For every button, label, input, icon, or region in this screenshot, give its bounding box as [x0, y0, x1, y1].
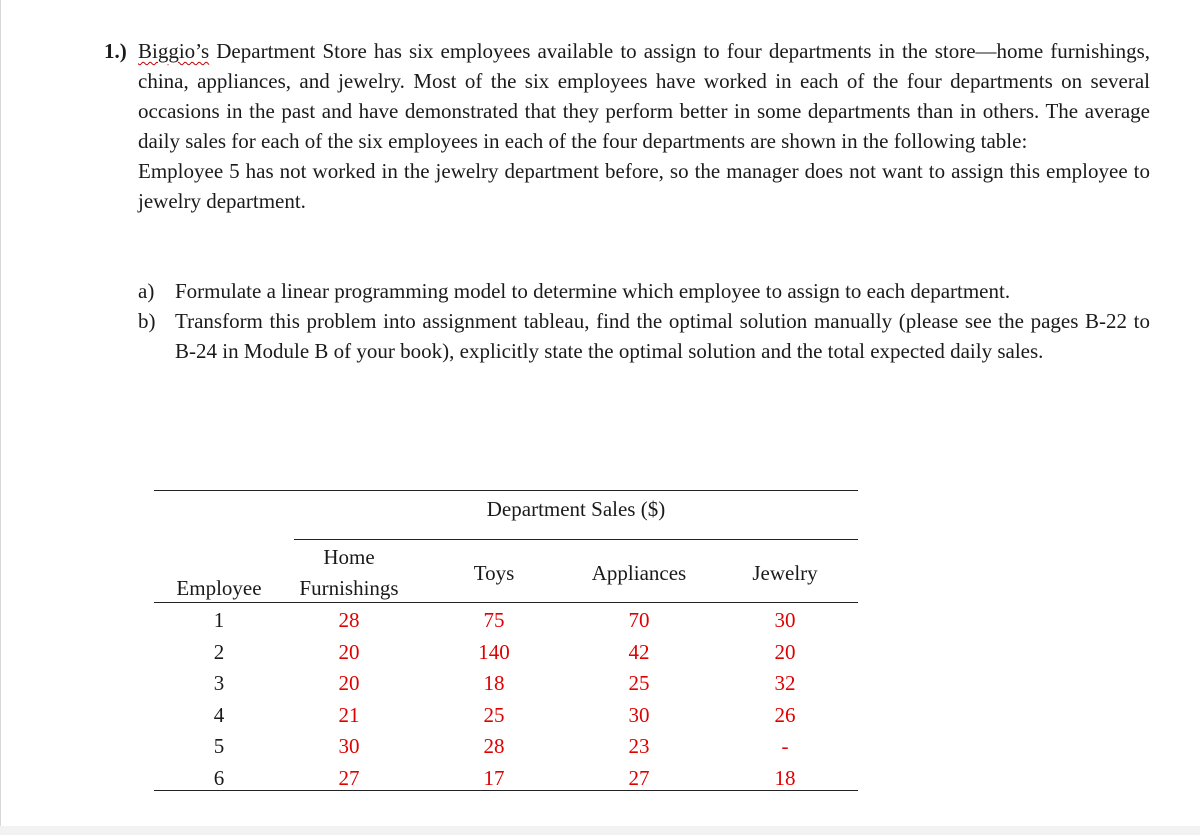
- problem-number: 1.): [104, 39, 127, 63]
- cell-employee: 6: [213, 765, 225, 790]
- cell-home: 20: [338, 639, 360, 664]
- cell-appliances: 30: [628, 702, 650, 727]
- cell-toys: 17: [483, 765, 505, 790]
- cell-toys: 140: [478, 639, 510, 664]
- cell-employee: 3: [213, 671, 225, 695]
- cell-employee: 5: [213, 734, 225, 758]
- problem-parts: [138, 276, 1150, 366]
- cell-employee: 4: [213, 702, 225, 727]
- cell-home: 30: [338, 734, 360, 758]
- part-a-label: a): [138, 279, 155, 303]
- problem-note: Employee 5 has not worked in the jewelry department before, so the manager does not want to assign this employee to jewelry department.: [138, 159, 1150, 213]
- part-a: [138, 276, 1150, 306]
- cell-jewelry: 32: [774, 671, 796, 695]
- header-home-line1: Home: [323, 545, 375, 569]
- header-toys: Toys: [473, 561, 515, 585]
- header-home-line2: Furnishings: [299, 576, 399, 600]
- table-bottom-rule: [154, 790, 858, 791]
- store-name-spellcheck: Biggio’s: [138, 39, 210, 63]
- part-b-label: b): [138, 309, 156, 333]
- part-b: [138, 306, 1150, 366]
- cell-home: 21: [338, 702, 360, 727]
- cell-appliances: 23: [628, 734, 650, 758]
- cell-toys: 28: [483, 734, 505, 758]
- cell-appliances: 42: [628, 639, 650, 664]
- cell-appliances: 25: [628, 671, 650, 695]
- cell-jewelry: 18: [774, 765, 796, 790]
- header-jewelry: Jewelry: [752, 561, 818, 585]
- group-header: Department Sales ($): [486, 497, 666, 521]
- cell-home: 27: [338, 765, 360, 790]
- problem-intro: [138, 36, 1150, 156]
- cell-toys: 75: [483, 608, 505, 632]
- cell-jewelry: 30: [774, 608, 796, 632]
- table-header-rule: [154, 602, 858, 603]
- cell-home: 20: [338, 671, 360, 695]
- problem-statement: [104, 36, 1150, 216]
- cell-jewelry: -: [781, 734, 789, 758]
- cell-jewelry: 20: [774, 639, 796, 664]
- header-appliances: Appliances: [591, 561, 687, 585]
- cell-toys: 25: [483, 702, 505, 727]
- cell-appliances: 70: [628, 608, 650, 632]
- table-group-rule: [294, 539, 858, 540]
- cell-home: 28: [338, 608, 360, 632]
- cell-jewelry: 26: [774, 702, 796, 727]
- header-employee: Employee: [176, 576, 262, 600]
- part-a-text: Formulate a linear programming model to determine which employee to assign to each department.: [175, 279, 1011, 303]
- cell-employee: 2: [213, 639, 225, 664]
- cell-toys: 18: [483, 671, 505, 695]
- table-top-rule: [154, 490, 858, 491]
- cell-employee: 1: [213, 608, 225, 632]
- part-b-text: Transform this problem into assignment tableau, find the optimal solution manually (please see the pages B-22 to B-24 in Module B of your book), explicitly state the optimal solution and the total expected daily sales.: [175, 309, 1150, 363]
- cell-appliances: 27: [628, 765, 650, 790]
- problem-intro-text: Department Store has six employees available to assign to four departments in the store—home furnishings, china, appliances, and jewelry. Most of the six employees have worked in each of the four departments on several occasions in the past and have demonstrated that they perform better in some departments than in others. The average daily sales for each of the six employees in each of the four departments are shown in the following table:: [138, 39, 1150, 153]
